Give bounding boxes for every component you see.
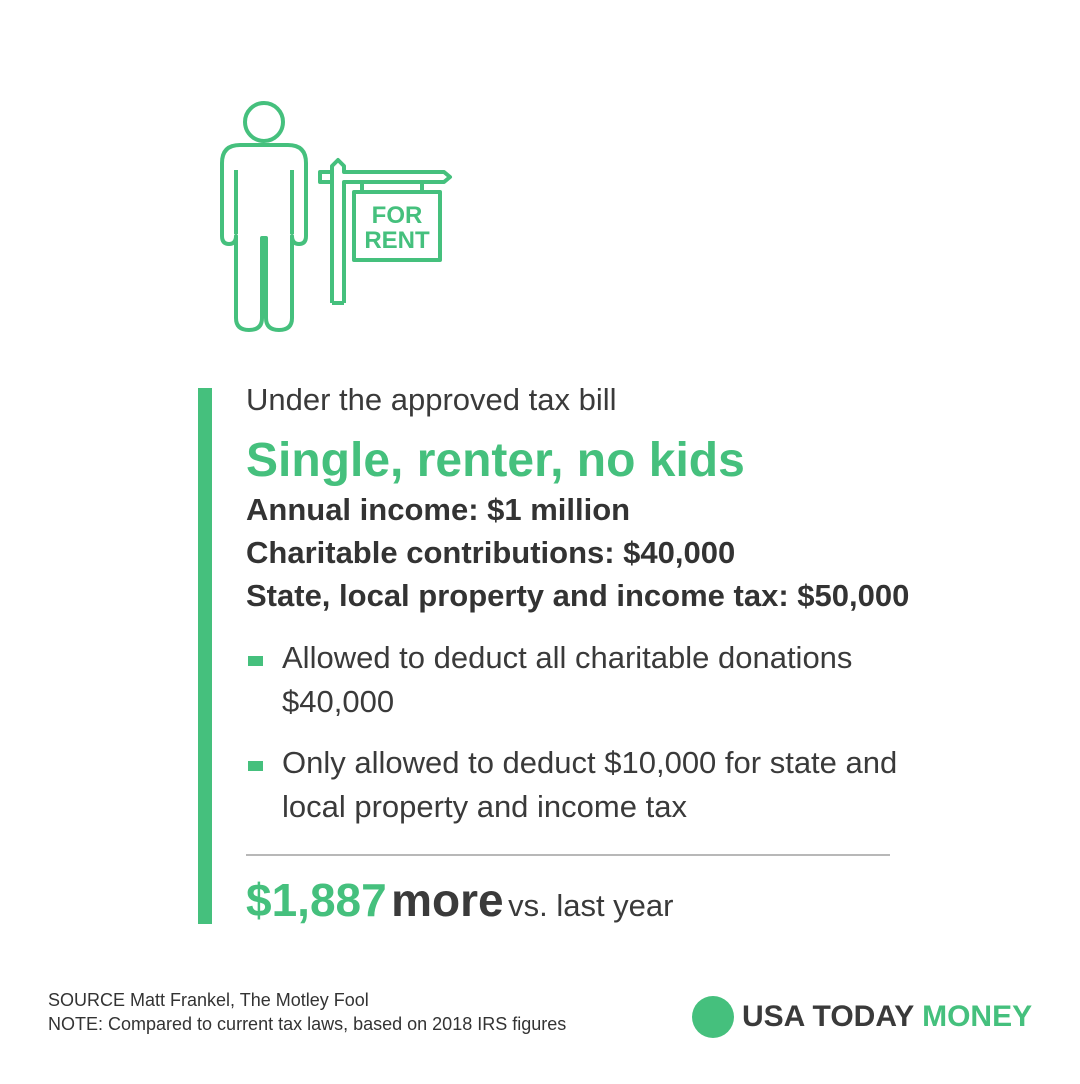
comparison-note: NOTE: Compared to current tax laws, based on 2018 IRS figures (48, 1014, 567, 1034)
divider (246, 854, 890, 856)
bullet-salt-deduction: Only allowed to deduct $10,000 for state and local property and income tax (282, 745, 898, 824)
result-comparison: vs. last year (508, 888, 674, 923)
sign-text-line-1: FOR (371, 202, 423, 229)
logo-text-usa-today: USA TODAY (742, 1000, 914, 1033)
logo-text-money: MONEY (922, 1000, 1033, 1033)
bullet-marker (248, 761, 263, 771)
bullet-charitable-deduction: Allowed to deduct all charitable donations $40,000 (282, 640, 853, 719)
source-note: SOURCE Matt Frankel, The Motley Fool (48, 990, 369, 1010)
fact-annual-income: Annual income: $1 million (246, 492, 631, 527)
bullet-marker (248, 656, 263, 666)
result-amount: $1,887 (246, 874, 387, 926)
fact-charitable-contributions: Charitable contributions: $40,000 (246, 535, 736, 570)
fact-state-local-tax: State, local property and income tax: $50,000 (246, 578, 910, 613)
sign-text-line-2: RENT (364, 227, 430, 254)
result-line (246, 873, 673, 927)
logo-dot-icon (692, 996, 734, 1038)
person-icon (222, 103, 306, 330)
result-word: more (391, 874, 504, 926)
intro-text: Under the approved tax bill (246, 382, 617, 417)
accent-bar (198, 388, 212, 924)
brand-logo (742, 1000, 1032, 1034)
illustration (214, 98, 458, 338)
headline: Single, renter, no kids (246, 434, 745, 487)
